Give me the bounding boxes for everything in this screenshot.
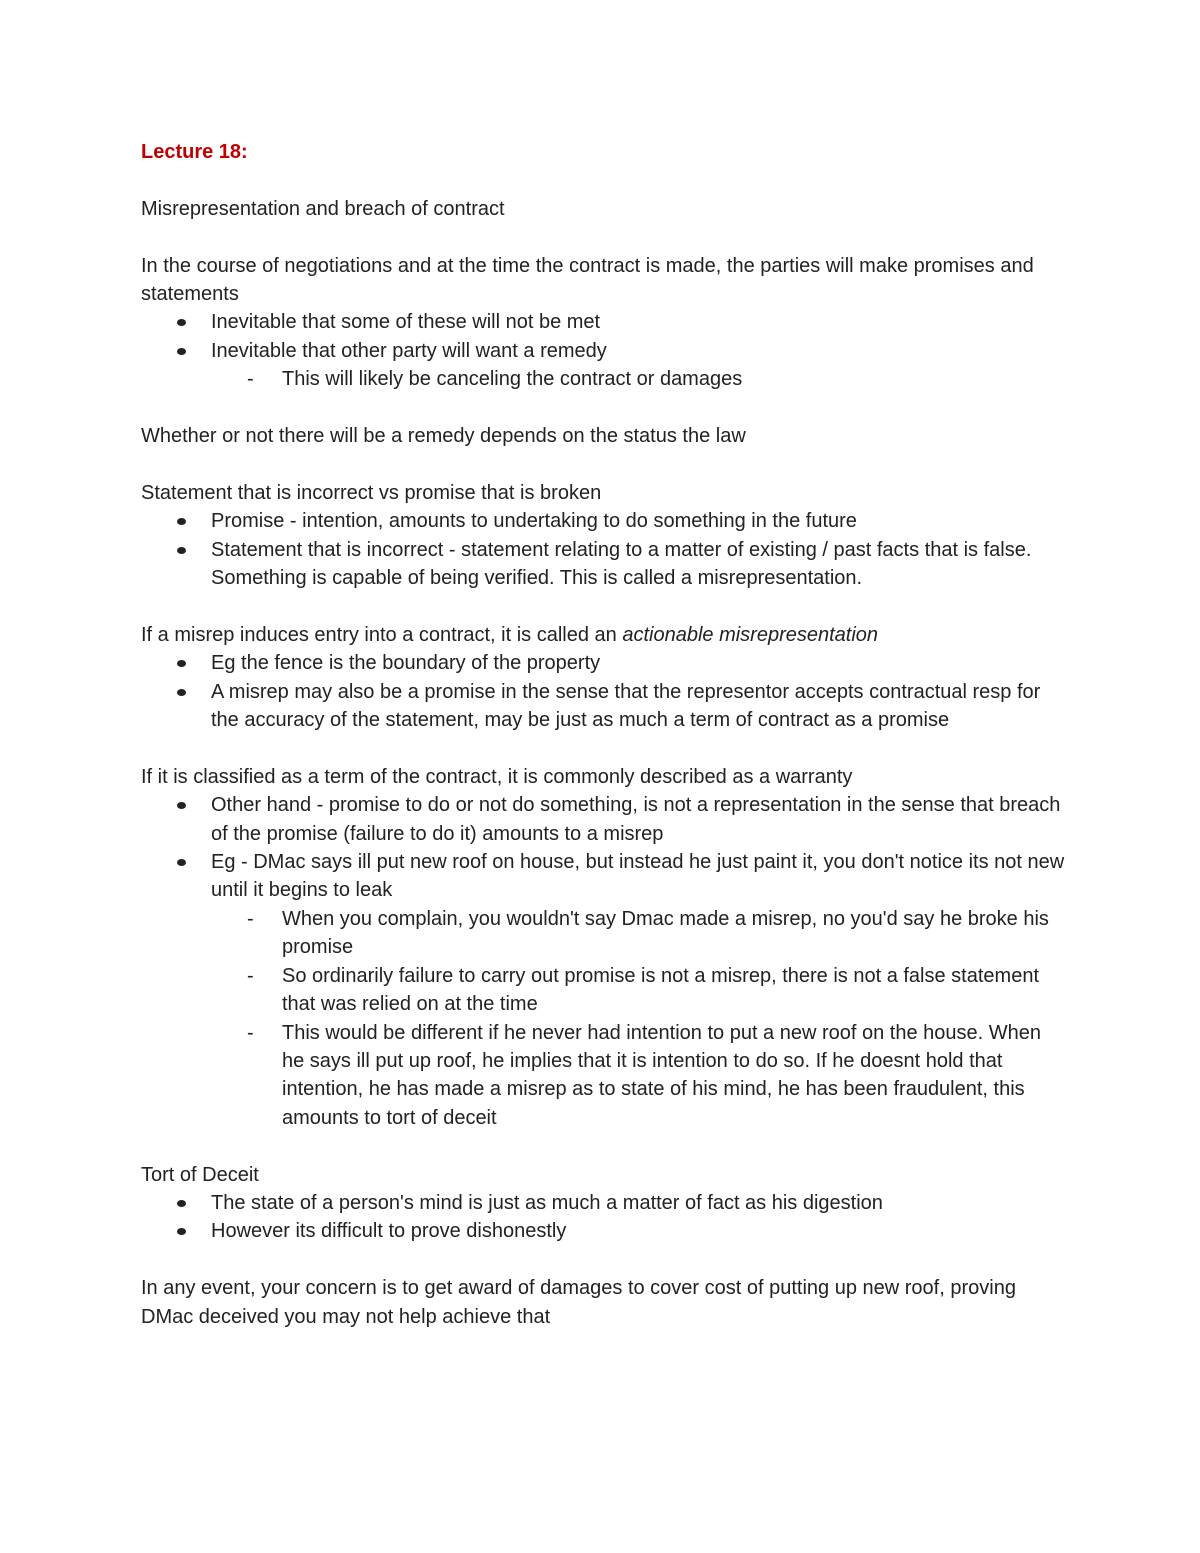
spacer [141,1246,1066,1274]
list-item: Statement that is incorrect - statement relating to a matter of existing / past facts that is false. Something is capable of being verified. This is called a misrepresentation. [211,536,1066,593]
deceit-bullet-list [141,1189,1066,1246]
actionable-heading-text: If a misrep induces entry into a contract, it is called an [141,623,623,646]
warranty-bullet-list [141,791,1066,1132]
document-page [141,138,1066,1331]
list-item: The state of a person's mind is just as much a matter of fact as his digestion [211,1189,1066,1217]
list-item: Promise - intention, amounts to undertaking to do something in the future [211,507,1066,535]
list-item: However its difficult to prove dishonestly [211,1217,1066,1245]
dash-item: - When you complain, you wouldn't say Dmac made a misrep, no you'd say he broke his promise [282,905,1066,962]
intro-dash-list [211,365,1066,393]
list-item: Eg the fence is the boundary of the property [211,649,1066,677]
dash-item: - So ordinarily failure to carry out promise is not a misrep, there is not a false statement that was relied on at the time [282,962,1066,1019]
lecture-title: Lecture 18: [141,141,248,163]
spacer [141,592,1066,620]
actionable-heading [141,621,1066,649]
spacer [141,1132,1066,1160]
spacer [141,166,1066,194]
remedy-paragraph: Whether or not there will be a remedy depends on the status the law [141,425,746,448]
list-item [211,337,1066,394]
deceit-heading: Tort of Deceit [141,1163,259,1186]
list-item: Inevitable that some of these will not be met [211,308,1066,336]
spacer [141,223,1066,251]
dash-item: - This would be different if he never had intention to put a new roof on the house. When he says ill put up roof, he implies that it is intention to do so. If he doesnt hold that intention, he has made a misrep as to state of his mind, he has been fraudulent, this amounts to tort of deceit [282,1019,1066,1133]
conclusion-paragraph: In any event, your concern is to get award of damages to cover cost of putting up new roof, proving DMac deceived you may not help achieve that [141,1277,1016,1328]
list-item: A misrep may also be a promise in the sense that the representor accepts contractual resp for the accuracy of the statement, may be just as much a term of contract as a promise [211,678,1066,735]
lecture-subtitle: Misrepresentation and breach of contract [141,197,505,220]
statement-bullet-list [141,507,1066,592]
actionable-term: actionable misrepresentation [622,623,879,646]
statement-heading: Statement that is incorrect vs promise that is broken [141,481,602,504]
spacer [141,450,1066,478]
intro-bullet-list [141,308,1066,393]
list-item [211,848,1066,1132]
list-item: Other hand - promise to do or not do something, is not a representation in the sense that breach of the promise (failure to do it) amounts to a misrep [211,791,1066,848]
spacer [141,394,1066,422]
dash-item: - This will likely be canceling the contract or damages [282,365,1066,393]
list-item-text: Inevitable that other party will want a remedy [211,339,607,362]
spacer [141,734,1066,762]
actionable-bullet-list [141,649,1066,734]
intro-paragraph: In the course of negotiations and at the time the contract is made, the parties will make promises and statements [141,254,1034,305]
warranty-dash-list [211,905,1066,1132]
list-item-text: Eg - DMac says ill put new roof on house, but instead he just paint it, you don't notice its not new until it begins to leak [211,851,1065,902]
warranty-heading: If it is classified as a term of the contract, it is commonly described as a warranty [141,765,853,788]
